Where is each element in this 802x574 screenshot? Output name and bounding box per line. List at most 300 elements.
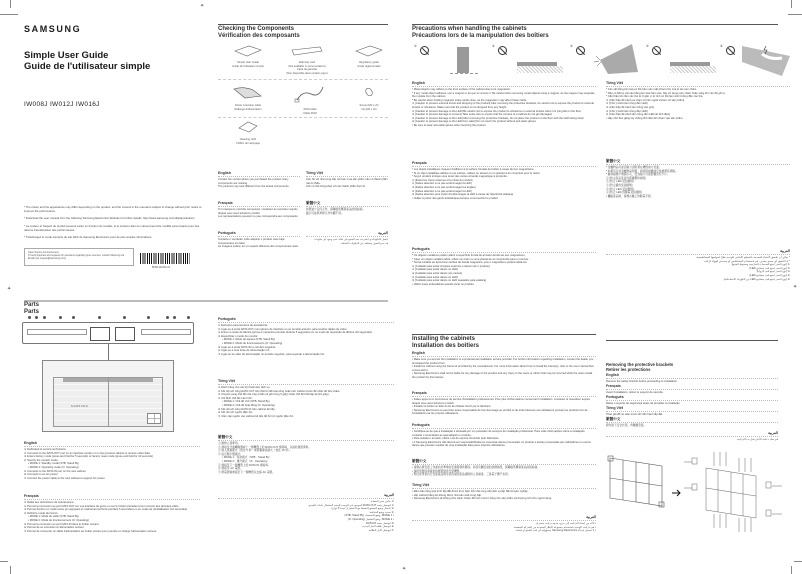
text-line: * Các vật bằng kim loại có thể bám vào mặt phía trước của tủ do nam châm. xyxy=(606,88,697,92)
text-line: • 請務必將安裝工作委託給專業的安裝服務供應商。如需有關安裝的詳細資訊，請聯絡您購買產品的經銷商。 xyxy=(412,466,540,470)
text-line: • MODE 2: Operating mode (O: Operating) xyxy=(28,466,79,470)
text-line: • 對於使用者自行安裝產品時可能造成的產品損壞和人身傷害，三星電子概不負責。 xyxy=(412,473,511,477)
text-line: The pictures may look different from the actual components. xyxy=(218,185,290,189)
text-line: Contacte o vendedor onde adquiriu o produto caso haja componentes em falta. xyxy=(218,238,285,245)
text-line: ⑥ Permet de se connecter à l'alimentation secteur. xyxy=(24,526,85,530)
port-callout-icon xyxy=(166,316,169,319)
registration-mark-icon: ✦ xyxy=(200,3,205,9)
text-line: ⑤ Permet la connexion au port DATA IN dans le boîtier suivant. xyxy=(24,522,100,526)
components-lang-french xyxy=(218,202,300,219)
barcode-number: BN68-11195A-01 xyxy=(152,266,171,269)
figure-number: ① xyxy=(414,44,417,48)
oss-body: To send inquiries and requests for questions regarding open sources, contact Samsung via Email (oss.request@samsung.com). xyxy=(28,254,125,261)
text-line: • Certifique-se de que a instalação é efetuada por um prestador de serviços de instalação profissional. Para mais informações sobre a instalação, contacte o revendedor ao qual adquiriu o produto. xyxy=(412,430,586,437)
text-line: • MODE 1: Chế độ chờ (STB: Stand By) xyxy=(222,400,270,404)
text-line: ③ [Cẩn thận để tránh làm hỏng các góc] xyxy=(606,106,654,110)
page-title xyxy=(24,50,150,72)
text-line: ⑥ Kết nối với nguồn điện AC. xyxy=(218,411,254,415)
port-callout-icon xyxy=(59,316,62,319)
text-line: * Soyez prudent lorsque vous tenez des cartes à bande magnétique à proximité. xyxy=(412,175,508,179)
ports-panel-diagram xyxy=(22,322,194,344)
text-line: Les représentations peuvent ne pas correspondre aux composants. xyxy=(218,215,299,219)
prohibited-icon xyxy=(576,46,585,55)
text-line: ① Exclusivo para técnicos de assistência. xyxy=(218,324,268,328)
lang-heading: Tiếng Việt xyxy=(306,172,388,177)
lang-heading: Português xyxy=(218,232,300,237)
component-power-cable xyxy=(218,84,278,111)
lang-heading: Français xyxy=(218,202,300,207)
text-line: ② Connects to the DATA OUT port on an interface sender or on the previous cabinet to receive video data. xyxy=(24,451,151,455)
crop-mark xyxy=(0,561,8,562)
text-line: ④ [Cuidado para evitar danos no LED] xyxy=(412,275,458,279)
text-line: ⑦ Connect the power cable to the next cabinet to support AC power. xyxy=(24,476,106,480)
text-line: ⑥ Connects to an AC power. xyxy=(24,473,59,477)
text-line: • MODE 1：待命模式（STB：Stand By） xyxy=(222,456,272,460)
text-line: ⑤ Connects to the DATA IN port on the next cabinet. xyxy=(24,469,87,473)
text-line: * If any metal object adheres, use a magnet or air gun to remove it. Be careful when removing metal objects using a magnet, as the magnet may separate the module from the cabinet. xyxy=(412,91,595,99)
text-line: ④ [Faites attention à ne pas endommager la LED] xyxy=(412,189,472,193)
text-line: • قم بتركيب الوحدة باستخدام مجموعة الإطار المقدمة من الشركة المصنعة. xyxy=(513,525,596,529)
lang-heading: Tiếng Việt xyxy=(412,484,596,489)
text-line: • Be sure to wear anti-static gloves when touching the product. xyxy=(412,124,487,128)
text-line: ④ 指定顯示器模式： xyxy=(218,452,243,456)
component-screw xyxy=(339,84,399,111)
registration-mark-icon: ✦ xyxy=(402,566,407,572)
text-line: ⑥ لتوصيل طاقة التيار المتردد xyxy=(361,525,394,529)
text-line: ⑦ Ligar-se ao cabo de alimentação no armário seguinte, para suportar a alimentação CA. xyxy=(218,352,325,356)
floor-line xyxy=(450,73,478,74)
text-line: • MODE 1: Standby mode (STB: Stand By) xyxy=(28,462,79,466)
text-line: ③ لإدخال وضع المصنع (اضغط مع الاستمرار لمدة 5 ثوان) xyxy=(331,507,394,511)
figure-number: ③ xyxy=(570,44,573,48)
crop-mark xyxy=(788,14,802,15)
lang-heading: Português xyxy=(218,318,394,323)
text-line: ⑤ [توخ الحذر لمنع تلف مصابيح LED من الكهرباء الاستاتيكية] xyxy=(723,277,790,281)
heading-fr: Précautions lors de la manipulation des boîtiers xyxy=(412,33,549,39)
divider xyxy=(218,117,388,118)
text-line: ② 連接至介面轉換器或上一個機殼上的 DATA OUT 連接埠，以接收視訊資料。 xyxy=(218,445,312,449)
port-callout-icon xyxy=(173,316,176,319)
text-line: • 請使用製造商提供的框架組件安裝機殼。 xyxy=(412,469,463,473)
precaution-figures xyxy=(412,42,792,78)
port-strip-right xyxy=(141,329,191,335)
lang-heading: 繁體中文 xyxy=(606,160,790,165)
parts-lang-portuguese xyxy=(218,318,394,356)
text-line: * Les objets métalliques risquent d'adhérer à la surface frontale du boîtier à cause de leur magnétisme. xyxy=(412,168,535,172)
text-line: ⑦ Permet de connecter un câble d'alimentation au boîtier suivant pour prendre en charge l'alimentation secteur. xyxy=(24,529,157,533)
floor-figure xyxy=(517,66,563,73)
text-line: Liên hệ với nhà cung cấp nơi bạn mua sản phẩm nếu có thành phần nào bị thiếu. xyxy=(306,178,388,185)
text-line: * Tenha cuidado ao aproximar cartões de banda magnética, pois o magnetismo poderá afetá-los. xyxy=(412,261,528,265)
precautions-lang-english xyxy=(412,82,596,128)
cover-notes xyxy=(24,205,204,242)
text-line: • Make sure you entrust the installation to a professional installation service provider. For further information regarding installation, contact the dealer you purchased the product from. xyxy=(412,358,594,365)
component-note: (Non disponible dans certains pays) xyxy=(286,71,328,75)
bracket-removal-diagram xyxy=(606,448,786,538)
text-line: ④ Especificar o modo do monitor: xyxy=(218,334,259,338)
text-line: قم بفك دعامة الأمان قبل بدء التركيب. xyxy=(736,438,778,442)
heading-en: Parts xyxy=(24,302,40,308)
text-line: Si il manque le moindre composant, contactez le revendeur auprès duquel vous avez acheté le produit. xyxy=(218,208,298,215)
component-label: Warranty card xyxy=(298,61,316,65)
component-label: Chiffon de nettoyage xyxy=(236,141,260,145)
figure-number: ② xyxy=(492,44,495,48)
lang-heading: English xyxy=(412,82,596,87)
component-label: Guide de l'utilisateur simple xyxy=(232,64,264,68)
cabinet-seam xyxy=(108,377,109,427)
static-touch-figure xyxy=(742,42,792,78)
parts-lang-english xyxy=(24,442,200,480)
section-rule xyxy=(606,340,778,341)
heading-en: Installing the cabinets xyxy=(412,336,476,342)
crop-mark xyxy=(10,0,11,8)
text-line: • MODE 2：運作模式（O：Operating） xyxy=(222,460,270,464)
text-line: Tháo giá đỡ an toàn trước khi tiến hành lắp đặt. xyxy=(606,413,664,417)
cabinet-rear-diagram xyxy=(42,360,174,432)
text-line: 如果缺少任何元件，請聯絡您購買產品的經銷商。 xyxy=(306,208,366,212)
component-label: Câble DCM xyxy=(303,111,317,115)
oss-title: Open Source Announcement xyxy=(28,251,59,254)
text-line: * إذا التصق أي جسم معدني، قم باستخدام المغناطيس أو مسدس الهواء لإزالته. xyxy=(703,259,790,263)
text-line: * Metal objects may adhere to the front surface of the cabinet due to its magnetism. xyxy=(412,88,511,92)
installing-lang-english xyxy=(412,352,596,380)
text-line: • Lắp cabinet bằng bộ khung được nhà sản xuất cung cấp. xyxy=(412,493,482,497)
note: * The colour and the appearance may differ depending on the product, and the content in the manual is subject to change without prior notice to improve the performance. xyxy=(24,205,202,214)
installing-lang-portuguese xyxy=(412,424,596,448)
text-line: ⑥ 連接至 AC 電源。 xyxy=(218,467,243,471)
component-label: Carte de garantie xyxy=(296,68,318,72)
text-line: • Utilize luvas antiestáticas quando tocar no produto. xyxy=(412,282,475,286)
lang-heading: Tiếng Việt xyxy=(218,380,394,385)
heading-en: Checking the Components xyxy=(218,26,295,32)
text-line: ② Kết nối với cổng DATA OUT trên thiết bị đổi loại cổng hoặc trên cabinet trước để nhận dữ liệu video. xyxy=(218,389,341,393)
text-line: • MODE 2: وضع التشغيل (O: Operating) xyxy=(347,518,394,522)
heading-fr: Parts xyxy=(24,309,40,315)
text-line: • Installez le boîtier à l'aide du kit de châssis fourni par le fabricant. xyxy=(412,405,492,409)
text-line: ① 維修人員專用。 xyxy=(218,442,241,446)
lang-heading: العربية xyxy=(218,494,394,499)
text-line: ⑥ Ligar-se a uma fonte de alimentação CA. xyxy=(218,349,271,353)
text-line: * 握持磁條卡時請小心，因為磁力可能影響這些卡片。 xyxy=(606,173,670,177)
port-callout-icon xyxy=(187,316,190,319)
text-line: ⑤ [Caution to prevent damage to the LED from static] Do not touch the product without anti-static gloves. xyxy=(412,120,537,124)
text-line: ④ [Caution to prevent damage to the LED] After removing the protective brackets, do not place the product on the floor with the LED facing down. xyxy=(412,116,585,120)
lang-heading: Tiếng Việt xyxy=(606,407,778,412)
text-line: * 如果有任何金屬物品附著，請使用磁鐵或空氣槍將其移除。 xyxy=(606,169,678,173)
text-line: • MODE 2: Mode de fonctionnement (O: Operating) xyxy=(28,519,89,523)
component-label: Guide réglementaire xyxy=(357,64,381,68)
module-grid xyxy=(147,413,161,424)
component-label: Power extension cable xyxy=(234,104,262,108)
text-line: ① Dành riêng cho các kỹ thuật viên dịch vụ. xyxy=(218,386,271,390)
text-line: ② [توخ الحذر لمنع تلف مصابيح LED] xyxy=(749,266,790,270)
text-line: As imagens podem ter um aspeto diferente dos componentes reais. xyxy=(218,245,299,249)
lang-heading: 繁體中文 xyxy=(306,202,388,207)
prohibited-icon xyxy=(498,46,507,55)
text-line: * يمكن أن تلتصق الأشياء المعدنية بالسطح الأمامي للوحدة نظرًا لخواصها المغناطيسية. xyxy=(695,256,790,260)
removing-heading xyxy=(606,362,673,372)
text-line: • 觸碰產品時，請務必戴上防靜電手套。 xyxy=(606,194,654,198)
text-line: ⑤ Kết nối với cổng DATA IN trên cabinet kế tiếp. xyxy=(218,407,276,411)
text-line: Retire o suporte de segurança antes de proceder à instalação. xyxy=(606,402,681,406)
heading-fr: Retirer les protections xyxy=(606,367,651,372)
text-line: * Caso um objeto metálico adira, utilize um íman ou uma pistola de ar comprimido para o remover. xyxy=(412,257,529,261)
lang-heading: Français xyxy=(412,162,596,167)
component-label: Regulatory guide xyxy=(359,61,379,65)
exploded-brackets xyxy=(684,452,782,532)
parts-lang-french xyxy=(24,495,200,533)
open-source-notice xyxy=(24,248,134,266)
text-line: ① [Cẩn thận để tránh va chạm từ bên ngoài và làm rơi sản phẩm] xyxy=(606,98,685,102)
text-line: ① [Éviter les chocs externes et la chute du produit] xyxy=(412,178,473,182)
components-lang-vietnamese xyxy=(306,172,388,189)
text-line: ④ Specify the monitor mode: xyxy=(24,458,59,462)
text-line: ② [Cuidado para evitar danos no LED] xyxy=(412,268,458,272)
lang-heading: 繁體中文 xyxy=(218,436,394,441)
text-line: ② Permet la connexion au port DATA OUT sur une interface de genre ou sur le boîtier précédent pour recevoir des données vidéo. xyxy=(24,504,180,508)
text-line: • A Samsung Electronics não deverá ser responsabilizada por eventuais danos provocados no produto e lesões provocadas aos utilizadores ou outros danos que possam resultar de uma instalação feita pelos próprios utilizadores. xyxy=(412,440,591,448)
text-line: ③ [防止邊角受到損壞] xyxy=(606,184,633,188)
port-callout-icon xyxy=(98,316,101,319)
component-user-guide xyxy=(218,45,278,68)
text-line: ④ Chỉ định chế độ màn hình: xyxy=(218,396,253,400)
component-cleaning-cloth xyxy=(218,120,278,145)
lang-heading: Português xyxy=(412,248,596,253)
registration-mark-icon: ✦ xyxy=(7,286,12,292)
text-line: • لا تتحمل شركة Samsung Electronics مسؤولية أي تلف للمنتج أو إصابة. xyxy=(515,529,596,533)
installing-lang-arabic xyxy=(412,516,596,533)
barcode xyxy=(140,253,190,264)
text-line: • MODE 1: وضع الاستعداد (STB: Stand By) xyxy=(344,514,394,518)
installing-lang-chinese xyxy=(412,460,596,477)
leader-line xyxy=(108,344,109,360)
text-line: ③ Chuyển sang chế độ nhà máy (nhấn và giữ trong 5 giây) hoặc chế độ thiết lập lại (10 giây). xyxy=(218,393,330,397)
text-line: • Faites appel à un fournisseur de service d'installation professionnel. Pour plus d'informations concernant l'installation, contactez le revendeur auprès duquel vous avez acheté le produit. xyxy=(412,398,591,405)
lang-heading: Português xyxy=(412,424,596,429)
note: * La couleur et l'aspect du produit peuvent varier en fonction du modèle, et le contenu dans le manuel peut être modifié sans préavis pour des raisons d'amélioration des performances. xyxy=(24,223,200,232)
parts-lang-chinese xyxy=(218,436,394,474)
installing-lang-french xyxy=(412,392,596,416)
text-line: ② Ligar-se à porta DATA OUT num gênero de interface ou no armário anterior, para receber dados de vídeo. xyxy=(218,327,348,331)
text-line: ⑤ [Cẩn thận để tránh làm hỏng đèn LED do tĩnh điện] xyxy=(606,113,670,117)
port-callout-icon xyxy=(28,316,31,319)
parts-lang-vietnamese xyxy=(218,380,394,418)
section-rule xyxy=(412,24,778,25)
text-line: ⑤ لتوصيل منفذ DATA IN xyxy=(366,521,394,525)
parts-lang-arabic xyxy=(218,494,394,532)
heading-en: Precautions when handling the cabinets xyxy=(412,26,527,32)
lang-heading: English xyxy=(24,442,200,447)
text-line: Contact the vendor where you purchased the product if any components are missing. xyxy=(218,178,289,185)
text-line: ⑤ [Faites attention pour éviter d'endommager la LED à cause de l'électricité statique] xyxy=(412,193,514,197)
arrow-right-icon xyxy=(672,490,680,496)
port-callout-icon xyxy=(123,316,126,319)
prohibited-icon xyxy=(420,46,429,55)
section-rule xyxy=(412,334,596,335)
installing-lang-vietnamese xyxy=(412,484,596,501)
text-line: ② لتوصيل منفذ DATA OUT الموجود في الوحدة البينية لاستقبال بيانات الفيديو xyxy=(308,503,394,507)
text-line: ② [防止 LED 受到損壞] xyxy=(606,180,634,184)
text-line: • تأكد من إسناد التركيب إلى مزود خدمة تركيب محترف. xyxy=(535,522,596,526)
crop-mark xyxy=(794,561,802,562)
lang-heading: Français xyxy=(24,495,200,500)
text-line: ② [Faites attention à ne pas endommager la LED] xyxy=(412,182,472,186)
lang-heading: 繁體中文 xyxy=(412,460,596,465)
booklet-icon xyxy=(354,45,384,57)
text-line: ② [Caution to prevent damage to the LED] Be careful not to expose the product to vibrations or external shocks when it is lying flat on the floor. xyxy=(412,109,582,113)
text-line: * Cần thận khi cầm các thẻ từ ở gần vì từ tính có thể làm ảnh hưởng đến các thẻ. xyxy=(606,95,704,99)
lang-heading: English xyxy=(218,172,300,177)
text-line: • Samsung Electronics shall not be liable for any damage to the product and any injury to the users or others that may be incurred while the users install the product by themselves. xyxy=(412,372,593,380)
text-line: ⑦ 將電源線連接至下一個機殼以支援 AC 電源。 xyxy=(218,470,276,474)
lang-heading: العربية xyxy=(606,250,790,255)
port-strip-left xyxy=(27,329,87,335)
power-cable-icon xyxy=(231,84,265,100)
cabinet-corner-impact-figure xyxy=(592,42,642,78)
components-lang-english xyxy=(218,172,300,189)
title-english: Simple User Guide xyxy=(24,50,109,61)
text-line: * Be careful when holding magnetic stripe cards close, as the magnetism may affect these cards. xyxy=(412,98,527,102)
component-label: Cleaning cloth xyxy=(239,138,257,142)
removing-lang-vietnamese xyxy=(606,407,778,417)
component-rcm-cable xyxy=(280,84,340,115)
removing-lang-arabic xyxy=(606,432,778,442)
removing-lang-chinese xyxy=(606,418,778,428)
removing-lang-english xyxy=(606,374,778,384)
text-line: Ảnh có thể trông khác với các thành phần thực tế. xyxy=(306,185,366,189)
text-line: ⑤ [Cuidado para evitar danos no LED causados pela estática] xyxy=(412,279,486,283)
text-line: ④ [防止 LED 受到損壞] xyxy=(606,187,634,191)
text-line: * Nếu có bất kỳ vật nào bằng kim loại bám vào, hãy sử dụng nam châm hoặc súng khí nén để gỡ ra. xyxy=(606,91,726,95)
precautions-lang-portuguese xyxy=(412,248,596,286)
port-callout-icon xyxy=(147,316,150,319)
text-line: ③ [Faites attention à ne pas endommager les angles] xyxy=(412,186,476,190)
precautions-heading xyxy=(412,26,549,40)
text-line: ① Dedicated to service technicians. xyxy=(24,448,67,452)
lang-heading: Tiếng Việt xyxy=(606,82,790,87)
crop-mark xyxy=(791,566,792,574)
text-line: ③ 進入原廠模式（按住 5 秒）或原廠重設模式（按住 10 秒）。 xyxy=(218,449,293,453)
installing-heading xyxy=(412,336,479,350)
text-line: ③ Enters factory mode (press and hold for 5 seconds) or factory reset mode (press and hold for 10 seconds). xyxy=(24,455,154,459)
text-line: ① [توخ الحذر لمنع الصدمات الخارجية وسقوط المنتج] xyxy=(731,263,790,267)
screen-logo: SAMSUNG xyxy=(71,405,89,408)
lang-heading: English xyxy=(606,374,778,379)
components-lang-chinese xyxy=(306,202,388,215)
lang-heading: العربية xyxy=(606,432,778,437)
crop-mark xyxy=(791,0,792,8)
components-lang-arabic xyxy=(306,232,388,245)
note: * Téléchargez le mode d'emploi du site Web de Samsung Electronics pour de plus amples informations. xyxy=(24,235,153,240)
text-line: • Install the cabinet using the frame kit provided by the manufacturer. For more information about how to install the frame(s), refer to the user manual that comes with it. xyxy=(412,365,594,372)
precautions-lang-french xyxy=(412,162,596,200)
text-line: ③ [توخ الحذر لمنع تلف الزوايا] xyxy=(756,270,790,274)
text-line: ⑤ Ligar-se à porta DATA IN no armário seguinte. xyxy=(218,345,277,349)
text-line: • MODE 1: Modo de espera (STB: Stand By) xyxy=(222,338,276,342)
port-callout-icon xyxy=(35,316,38,319)
lang-heading: Português xyxy=(606,396,778,401)
cable-icon xyxy=(293,84,327,104)
text-line: اتصل بالبائع الذي اشتريت منه المنتج في حالة عدم وجود أي مكونات. xyxy=(313,238,388,242)
prohibited-icon xyxy=(726,46,735,55)
component-warranty-card xyxy=(272,45,342,75)
divider xyxy=(218,79,388,80)
text-line: • MODE 2: Chế độ hoạt động (O: Operating) xyxy=(222,404,275,408)
lang-heading: Français xyxy=(606,385,778,390)
section-rule xyxy=(218,24,388,25)
crop-mark xyxy=(10,566,11,574)
heading-fr: Vérification des composants xyxy=(218,33,300,39)
text-line: ③ Permet d'entrer en mode usine (en appuyant et maintenant enfoncé pendant 5 secondes) ou en mode de réinitialisation (10 secondes). xyxy=(24,508,188,512)
component-label: Screw (M4 x L6) xyxy=(359,104,379,108)
precautions-lang-chinese xyxy=(606,160,790,198)
port-callout-icon xyxy=(72,316,75,319)
lang-heading: 繁體中文 xyxy=(606,418,778,423)
text-line: Remove the safety bracket before proceeding to installation. xyxy=(606,380,678,384)
text-line: ④ [Chú ý tránh làm hỏng đèn LED] xyxy=(606,109,648,113)
text-line: ③ [Caution to prevent damage to corners] Take extra care to ensure that the corners of a cabinet do not get damaged. xyxy=(412,113,553,117)
component-note: (Not available in some locations) xyxy=(288,64,326,68)
components-lang-portuguese xyxy=(218,232,300,249)
heading-fr: Installation des boîtiers xyxy=(412,343,480,349)
component-label: RCM cable xyxy=(303,108,317,112)
screw-icon xyxy=(362,84,376,100)
component-regulatory-guide xyxy=(339,45,399,68)
text-line: ⑦ لتوصيل كابل الطاقة xyxy=(369,528,394,532)
model-numbers: IW008J IW012J IW016J xyxy=(24,101,100,108)
lang-heading: Français xyxy=(412,392,596,397)
text-line: ① [防止產品受到外部撞擊和掉落] xyxy=(606,176,646,180)
crop-mark xyxy=(0,14,18,15)
removing-lang-french xyxy=(606,385,778,395)
text-line: • Para instalar o armário, utilize o kit de suporte fornecido pelo fabricante. xyxy=(412,437,500,441)
text-line: ② [Chú ý tránh làm hỏng đèn LED] xyxy=(606,102,648,106)
samsung-logo: SAMSUNG xyxy=(24,24,82,34)
text-line: • MODE 1: Mode de veille (STB: Stand By) xyxy=(28,515,79,519)
text-line: • Samsung Electronics sẽ không chịu trách nhiệm đối với mọi hư hỏng cho sản phẩm và thương tích cho người dùng. xyxy=(412,497,552,501)
booklet-icon xyxy=(233,45,263,57)
text-line: ④ [توخ الحذر لمنع تلف مصابيح LED] xyxy=(749,274,790,278)
power-outlet xyxy=(115,327,135,341)
prohibited-icon xyxy=(652,46,661,55)
lang-heading: العربية xyxy=(412,516,596,521)
power-inlet xyxy=(90,327,110,341)
component-label: Rallonge d'alimentation xyxy=(234,107,262,111)
removing-lang-portuguese xyxy=(606,396,778,406)
cabinet-upright-figure xyxy=(457,47,469,73)
text-line: • MODE 2: Modo de funcionamento (O: Operating) xyxy=(222,342,283,346)
text-line: ③ Entra no modo de fábrica (prima e mantenha premido durante 5 segundos) ou no modo de reposição de fábrica (10 segundos). xyxy=(218,331,373,335)
note: * Download the user manual from the following Samsung Electronics Website for further details. http://www.samsung.com/displaysolutions xyxy=(24,216,195,221)
section-rule xyxy=(24,300,388,302)
text-line: ⑤ [防止 LED 因靜電受到損壞] xyxy=(606,191,642,195)
cloth-icon xyxy=(236,120,260,134)
text-line: 請先取下安全托架，再繼續安裝。 xyxy=(606,424,647,428)
text-line: ⑤ 連接至下一個機殼上的 DATA IN 連接埠。 xyxy=(218,463,271,467)
text-line: ① [Caution to prevent external shock and dropping of the product] After removing the protective brackets, be careful not to expose the product to external shocks or vibrations. Make sure that the product is not dropped from any height. xyxy=(412,102,594,110)
text-line: ⑦ Cắm cáp nguồn vào cabinet kế tiếp để hỗ trợ nguồn điện AC. xyxy=(218,414,295,418)
parts-heading xyxy=(24,302,39,316)
floor-figure xyxy=(670,66,716,73)
text-line: ④ Définit le mode de l'écran: xyxy=(24,511,59,515)
card-icon xyxy=(290,45,324,57)
text-line: ① خاص بفني الصيانة xyxy=(370,500,394,504)
lang-heading: العربية xyxy=(306,232,388,237)
figure-number: ⑤ xyxy=(720,44,723,48)
text-line: قد تبدو الصور مختلفة عن المكونات الفعلية. xyxy=(340,241,388,245)
text-line: • Samsung Electronics ne peut être tenue responsable de tout dommage au produit et de toute blessure aux utilisateurs pouvant se produire lors de l'installation par les propres utilisateurs. xyxy=(412,408,588,416)
component-label: Vis (M4 x L6) xyxy=(361,107,377,111)
